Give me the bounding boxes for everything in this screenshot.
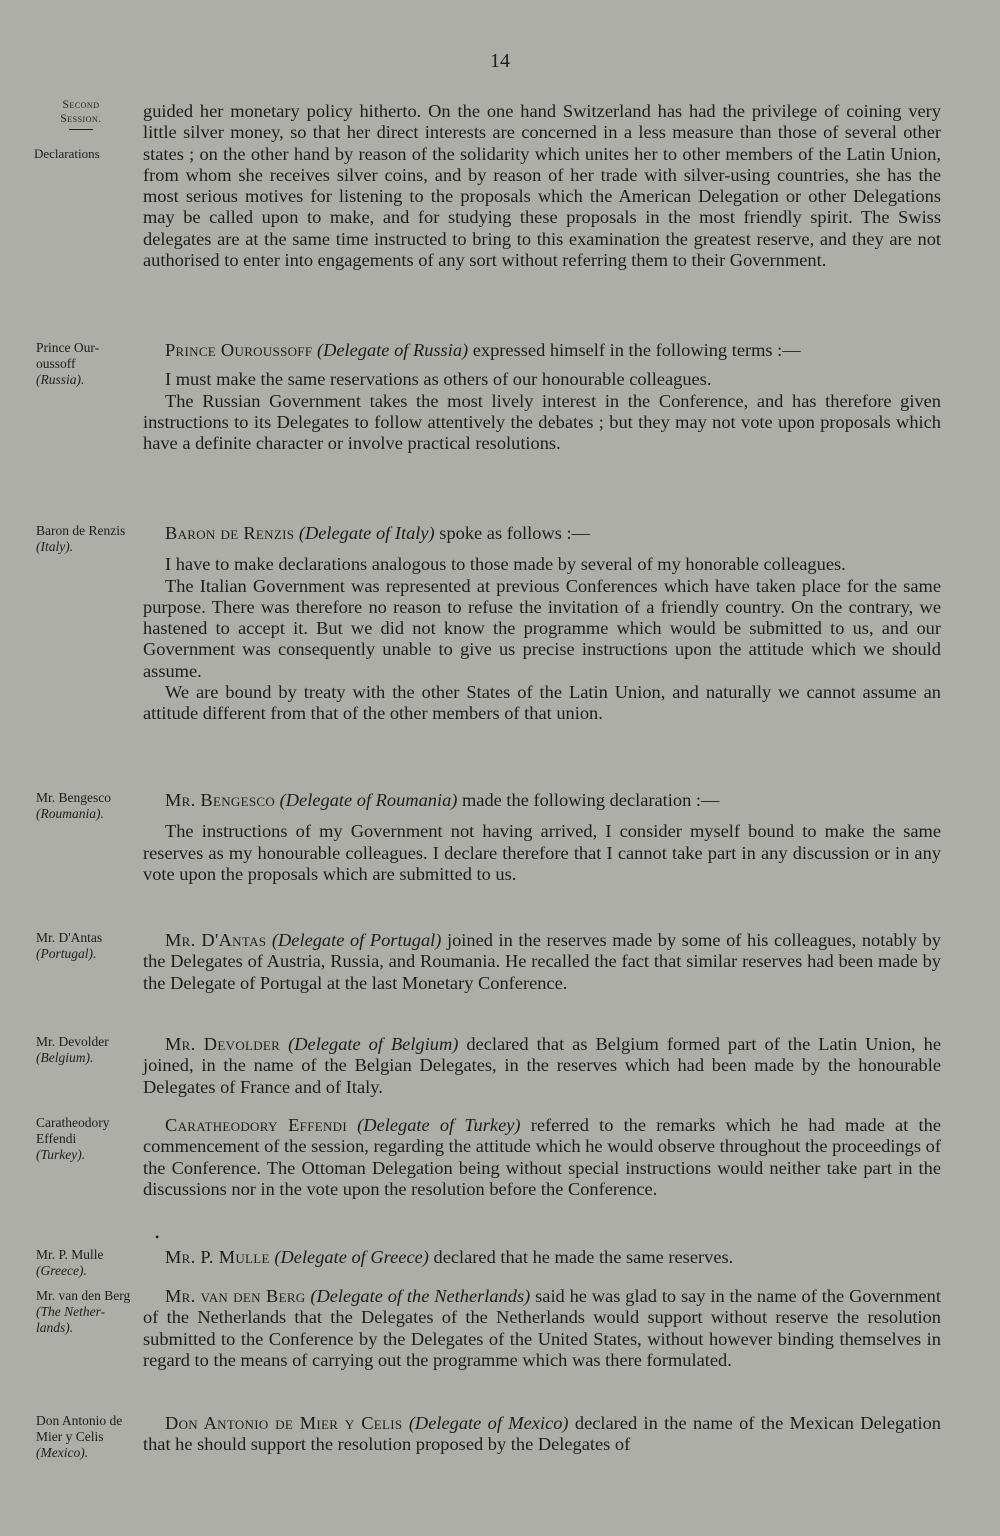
session-label bbox=[34, 98, 128, 132]
margin-country: (Russia). bbox=[36, 372, 85, 387]
delegate-country: (Delegate of Mexico) bbox=[408, 1413, 569, 1433]
section-body bbox=[143, 790, 941, 885]
delegate-name: Mr. D'Antas bbox=[165, 930, 267, 950]
margin-note bbox=[36, 1247, 134, 1279]
margin-country: (Roumania). bbox=[36, 806, 104, 821]
delegate-country: (Delegate of Turkey) bbox=[357, 1115, 521, 1135]
lead-paragraph bbox=[143, 340, 941, 361]
margin-country: (Italy). bbox=[36, 539, 74, 554]
section-body bbox=[143, 1034, 941, 1098]
lead-paragraph bbox=[143, 1034, 941, 1098]
lead-text: made the following declaration :— bbox=[457, 790, 720, 810]
lead-paragraph bbox=[143, 1413, 941, 1456]
paragraph: guided her monetary policy hitherto. On the one hand Switzerland has had the privilege of coining very little silver money, so that her direct interests are concerned in a less measure than those of several other states ; on the other hand by reason of the solidarity which unites her to other members of the Latin Union, from whom she receives silver coins, and by reason of her trade with silver-using countries, she has the most serious motives for listening to the proposals which the American Delegation or other Delegations may be called upon to make, and for studying these proposals in the most friendly spirit. The Swiss delegates are at the same time instructed to bring to this examination the greatest reserve, and they are not authorised to enter into engagements of any sort without referring them to their Government. bbox=[143, 101, 941, 271]
paragraph: The instructions of my Government not having arrived, I consider myself bound to make the same reserves as my honourable colleagues. I declare therefore that I cannot take part in any discussion or in any vote upon the proposals which are submitted to us. bbox=[143, 821, 941, 884]
section-body bbox=[143, 1115, 941, 1200]
margin-name: Mr. D'Antas bbox=[36, 930, 103, 945]
delegate-country: (Delegate of Belgium) bbox=[288, 1034, 459, 1054]
margin-country: (Belgium). bbox=[36, 1050, 94, 1065]
stray-mark: • bbox=[155, 1230, 160, 1244]
margin-name: Mr. Devolder bbox=[36, 1034, 109, 1049]
margin-note bbox=[36, 1115, 134, 1163]
margin-name: Mr. van den Berg bbox=[36, 1288, 131, 1303]
margin-note bbox=[36, 790, 134, 822]
lead-text: said he was glad to say in the name of the Government of the Netherlands that the Delegates of the Netherlands would support without reserve the resolution submitted to the Conference by the Delegates of the United States, without however binding themselves in regard to the means of carrying out the programme which was there formulated. bbox=[143, 1286, 941, 1370]
lead-text: spoke as follows :— bbox=[434, 523, 590, 543]
section-body bbox=[143, 1247, 941, 1268]
margin-name: Prince Our- oussoff bbox=[36, 340, 100, 371]
delegate-name: Mr. Devolder bbox=[165, 1034, 281, 1054]
margin-country: (Turkey). bbox=[36, 1147, 86, 1162]
delegate-name: Don Antonio de Mier y Celis bbox=[165, 1413, 403, 1433]
lead-paragraph bbox=[143, 790, 941, 811]
session-label-line1: Second bbox=[62, 99, 100, 111]
margin-note bbox=[36, 523, 134, 555]
delegate-country: (Delegate of Russia) bbox=[316, 340, 469, 360]
paragraph: I have to make declarations analogous to those made by several of my honorable colleagues. bbox=[165, 554, 846, 575]
lead-text: joined in the reserves made by some of his colleagues, notably by the Delegates of Austria, Russia, and Roumania. He recalled the fact that similar reserves had been made by the Delegate of Portugal at the last Monetary Conference. bbox=[143, 930, 941, 993]
margin-name: Caratheodory Effendi bbox=[36, 1115, 110, 1146]
section-body bbox=[143, 930, 941, 994]
margin-name: Mr. P. Mulle bbox=[36, 1247, 104, 1262]
lead-paragraph bbox=[143, 930, 941, 994]
margin-country: (Greece). bbox=[36, 1263, 87, 1278]
margin-note bbox=[36, 1288, 134, 1336]
section-body bbox=[143, 523, 941, 725]
lead-paragraph bbox=[143, 1286, 941, 1371]
session-rule bbox=[69, 129, 93, 130]
delegate-name: Caratheodory Effendi bbox=[165, 1115, 347, 1135]
lead-text: declared that he made the same reserves. bbox=[428, 1247, 734, 1267]
margin-note bbox=[36, 1034, 134, 1066]
session-label-line2: Session. bbox=[60, 113, 102, 125]
delegate-name: Baron de Renzis bbox=[165, 523, 295, 543]
delegate-country: (Delegate of Portugal) bbox=[271, 930, 442, 950]
lead-text: referred to the remarks which he had made at the commencement of the session, regarding the attitude which he would observe throughout the proceedings of the Conference. The Ottoman Delegation being without special instructions would neither take part in the discussions nor in the vote upon the resolution before the Conference. bbox=[143, 1115, 941, 1199]
paragraph: The Italian Government was represented at previous Conferences which have taken place for the same purpose. There was therefore no reason to refuse the invitation of a friendly country. On the contrary, we hastened to accept it. But we did not know the programme which would be submitted to us, and our Government was consequently unable to give us precise instructions upon the attitude which we should assume. bbox=[143, 575, 941, 681]
delegate-name: Mr. P. Mulle bbox=[165, 1247, 270, 1267]
delegate-name: Mr. Bengesco bbox=[165, 790, 276, 810]
paragraph: I must make the same reservations as others of our honourable colleagues. bbox=[165, 369, 712, 390]
declarations-label: Declarations bbox=[34, 146, 100, 161]
delegate-country: (Delegate of Greece) bbox=[274, 1247, 429, 1267]
section-body bbox=[143, 1286, 941, 1371]
section-body bbox=[143, 1413, 941, 1456]
delegate-country: (Delegate of Italy) bbox=[298, 523, 435, 543]
lead-text: expressed himself in the following terms :— bbox=[468, 340, 801, 360]
lead-text: declared that as Belgium formed part of the Latin Union, he joined, in the name of the Belgian Delegates, in the reserves which had been made by the honourable Delegates of France and of Italy. bbox=[143, 1034, 941, 1097]
lead-paragraph bbox=[143, 1247, 941, 1268]
margin-name: Don Antonio de Mier y Celis bbox=[36, 1413, 123, 1444]
margin-note bbox=[36, 1413, 134, 1461]
margin-name: Baron de Renzis bbox=[36, 523, 126, 538]
lead-paragraph bbox=[143, 523, 941, 544]
delegate-name: Prince Ouroussoff bbox=[165, 340, 313, 360]
margin-country: (Portugal). bbox=[36, 946, 97, 961]
section-body bbox=[143, 340, 941, 454]
delegate-country: (Delegate of Roumania) bbox=[279, 790, 458, 810]
lead-paragraph bbox=[143, 1115, 941, 1200]
margin-country: (Mexico). bbox=[36, 1445, 89, 1460]
delegate-name: Mr. van den Berg bbox=[165, 1286, 306, 1306]
margin-name: Mr. Bengesco bbox=[36, 790, 111, 805]
margin-note bbox=[36, 340, 134, 388]
page-number: 14 bbox=[490, 50, 510, 72]
paragraph: The Russian Government takes the most lively interest in the Conference, and has therefore given instructions to its Delegates to follow attentively the debates ; but they may not vote upon proposals which have a definite character or involve practical resolutions. bbox=[143, 390, 941, 454]
margin-country: (The Nether- lands). bbox=[36, 1304, 106, 1335]
delegate-country: (Delegate of the Netherlands) bbox=[310, 1286, 531, 1306]
paragraph: We are bound by treaty with the other States of the Latin Union, and naturally we cannot assume an attitude different from that of the other members of that union. bbox=[143, 682, 941, 724]
section-body bbox=[143, 101, 941, 271]
lead-text: declared in the name of the Mexican Delegation that he should support the resolution proposed by the Delegates of bbox=[143, 1413, 941, 1455]
margin-note bbox=[36, 930, 134, 962]
